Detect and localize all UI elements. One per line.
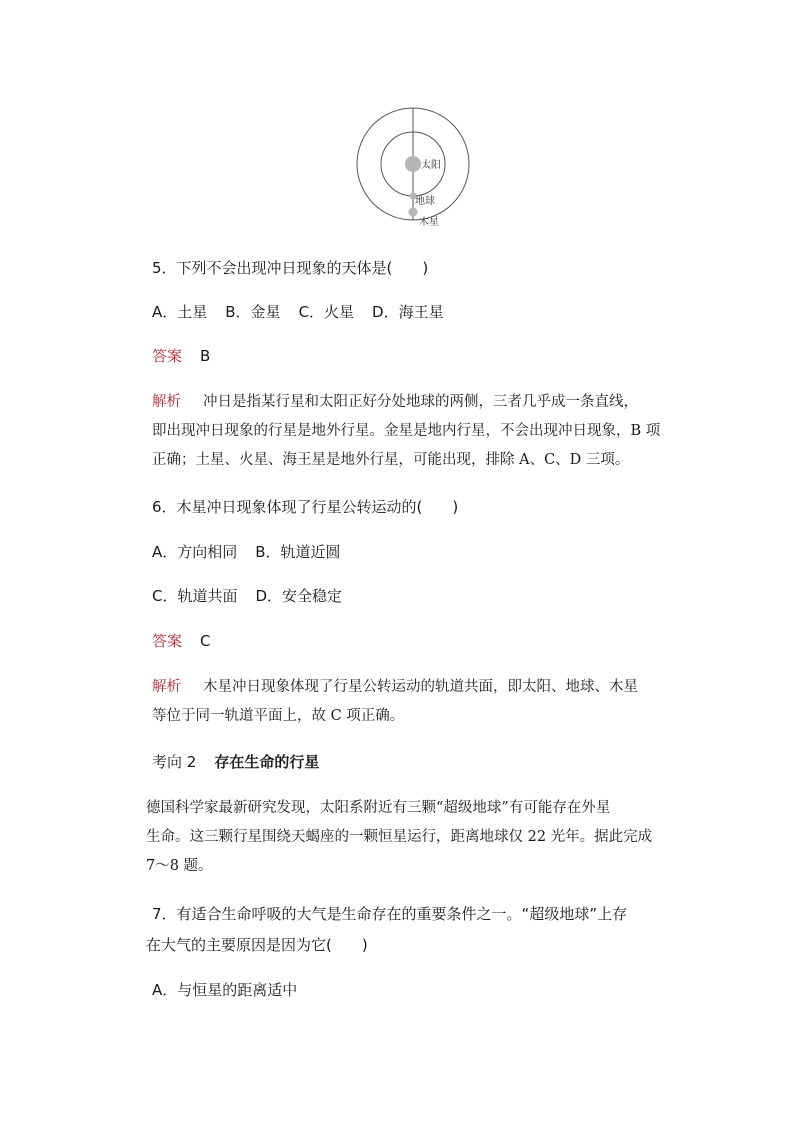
q5-answer	[152, 345, 210, 367]
q7-option-a: A．与恒星的距离适中	[152, 981, 298, 999]
label-sun: 太阳	[421, 160, 441, 171]
answer-label: 答案	[152, 632, 183, 650]
q5-option-c: C．火星	[298, 303, 355, 321]
jupiter-icon	[409, 208, 418, 217]
q6-analysis	[152, 673, 677, 731]
passage-text: 生命。这三颗行星围绕天蝎座的一颗恒星运行，距离地球仅 22 光年。据此完成	[146, 829, 653, 845]
answer-value: C	[200, 632, 211, 650]
q6-option-b: B．轨道近圆	[255, 543, 341, 561]
q5-analysis	[152, 388, 677, 475]
analysis-text: 冲日是指某行星和太阳正好分处地球的两侧，三者几乎成一条直线，	[203, 394, 638, 410]
q5-options	[152, 301, 444, 323]
passage-text: 7～8 题。	[146, 858, 213, 874]
q6-options-row1	[152, 541, 341, 563]
analysis-label: 解析	[152, 679, 181, 695]
analysis-text: 木星冲日现象体现了行星公转运动的轨道共面，即太阳、地球、木星	[203, 679, 638, 695]
q6-option-c: C．轨道共面	[152, 587, 238, 605]
analysis-text: 等位于同一轨道平面上，故 C 项正确。	[152, 708, 405, 724]
passage	[146, 794, 677, 881]
label-earth: 地球	[415, 196, 435, 207]
q6-option-d: D．安全稳定	[255, 587, 343, 605]
analysis-text: 即出现冲日现象的行星是地外行星。金星是地内行星，不会出现冲日现象，B 项	[152, 423, 661, 439]
q6-stem: 6．木星冲日现象体现了行星公转运动的( )	[152, 498, 459, 516]
section-title: 存在生命的行星	[214, 753, 320, 771]
q7-stem	[146, 899, 677, 961]
q6-answer	[152, 630, 211, 652]
answer-value: B	[200, 347, 211, 365]
label-jupiter: 木星	[419, 217, 439, 228]
analysis-text: 正确；土星、火星、海王星是地外行星，可能出现，排除 A、C、D 三项。	[152, 452, 630, 468]
analysis-label: 解析	[152, 394, 181, 410]
q5-option-b: B．金星	[225, 303, 281, 321]
section-heading	[152, 751, 319, 773]
q7-stem-line: 7．有适合生命呼吸的大气是生命存在的重要条件之一。“超级地球”上存	[152, 905, 628, 923]
answer-label: 答案	[152, 347, 183, 365]
q5-stem: 5．下列不会出现冲日现象的天体是( )	[152, 259, 429, 277]
section-number: 考向 2	[152, 753, 197, 771]
sun-icon	[405, 156, 421, 172]
q5-option-d: D．海王星	[372, 303, 444, 321]
passage-text: 德国科学家最新研究发现，太阳系附近有三颗“超级地球”有可能存在外星	[146, 800, 611, 816]
orbit-diagram	[352, 104, 476, 232]
q5-option-a: A．土星	[152, 303, 208, 321]
q7-stem-line: 在大气的主要原因是因为它( )	[146, 936, 368, 954]
q6-options-row2	[152, 585, 342, 607]
q6-option-a: A．方向相同	[152, 543, 238, 561]
